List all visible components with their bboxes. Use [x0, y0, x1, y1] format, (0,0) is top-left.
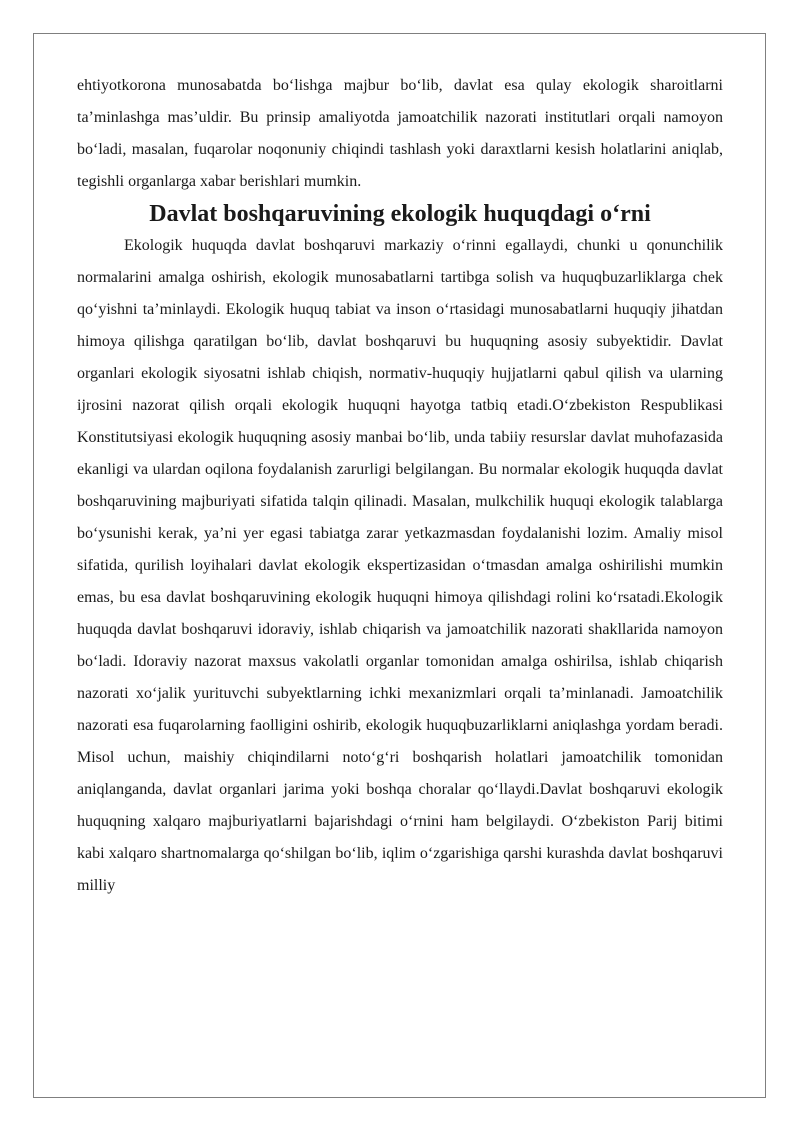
- intro-paragraph: ehtiyotkorona munosabatda bo‘lishga majbur bo‘lib, davlat esa qulay ekologik sharoitlarni ta’minlashga mas’uldir. Bu prinsip amaliyotda jamoatchilik nazorati institutlari orqali namoyon bo‘ladi, masalan, fuqarolar noqonuniy chiqindi tashlash yoki daraxtlarni kesish holatlarini aniqlab, tegishli organlarga xabar berishlari mumkin.: [77, 77, 723, 190]
- document-body: [77, 70, 723, 902]
- section-heading: Davlat boshqaruvining ekologik huquqdagi o‘rni: [149, 201, 651, 227]
- body-paragraph: Ekologik huquqda davlat boshqaruvi markaziy o‘rinni egallaydi, chunki u qonunchilik normalarini amalga oshirish, ekologik munosabatlarni tartibga solish va huquqbuzarliklarga chek qo‘yishni ta’minlaydi. Ekologik huquq tabiat va inson o‘rtasidagi munosabatlarni huquqiy jihatdan himoya qilishga qaratilgan bo‘lib, davlat boshqaruvi bu huquqning asosiy subyektidir. Davlat organlari ekologik siyosatni ishlab chiqish, normativ-huquqiy hujjatlarni qabul qilish va ularning ijrosini nazorat qilish orqali ekologik huquqni hayotga tatbiq etadi.O‘zbekiston Respublikasi Konstitutsiyasi ekologik huquqning asosiy manbai bo‘lib, unda tabiiy resurslar davlat muhofazasida ekanligi va ulardan oqilona foydalanish zarurligi belgilangan. Bu normalar ekologik huquqda davlat boshqaruvining majburiyati sifatida talqin qilinadi. Masalan, mulkchilik huquqi ekologik talablarga bo‘ysunishi kerak, ya’ni yer egasi tabiatga zarar yetkazmasdan foydalanishi lozim. Amaliy misol sifatida, qurilish loyihalari davlat ekologik ekspertizasidan o‘tmasdan amalga oshirilishi mumkin emas, bu esa davlat boshqaruvining ekologik huquqni himoya qilishdagi rolini ko‘rsatadi.Ekologik huquqda davlat boshqaruvi idoraviy, ishlab chiqarish va jamoatchilik nazorati shakllarida namoyon bo‘ladi. Idoraviy nazorat maxsus vakolatli organlar tomonidan amalga oshirilsa, ishlab chiqarish nazorati xo‘jalik yurituvchi subyektlarning ichki mexanizmlari orqali ta’minlanadi. Jamoatchilik nazorati esa fuqarolarning faolligini oshirib, ekologik huquqbuzarliklarni aniqlashga yordam beradi. Misol uchun, maishiy chiqindilarni noto‘g‘ri boshqarish holatlari jamoatchilik tomonidan aniqlanganda, davlat organlari jarima yoki boshqa choralar qo‘llaydi.Davlat boshqaruvi ekologik huquqning xalqaro majburiyatlarni bajarishdagi o‘rnini ham belgilaydi. O‘zbekiston Parij bitimi kabi xalqaro shartnomalarga qo‘shilgan bo‘lib, iqlim o‘zgarishiga qarshi kurashda davlat boshqaruvi milliy: [77, 237, 723, 894]
